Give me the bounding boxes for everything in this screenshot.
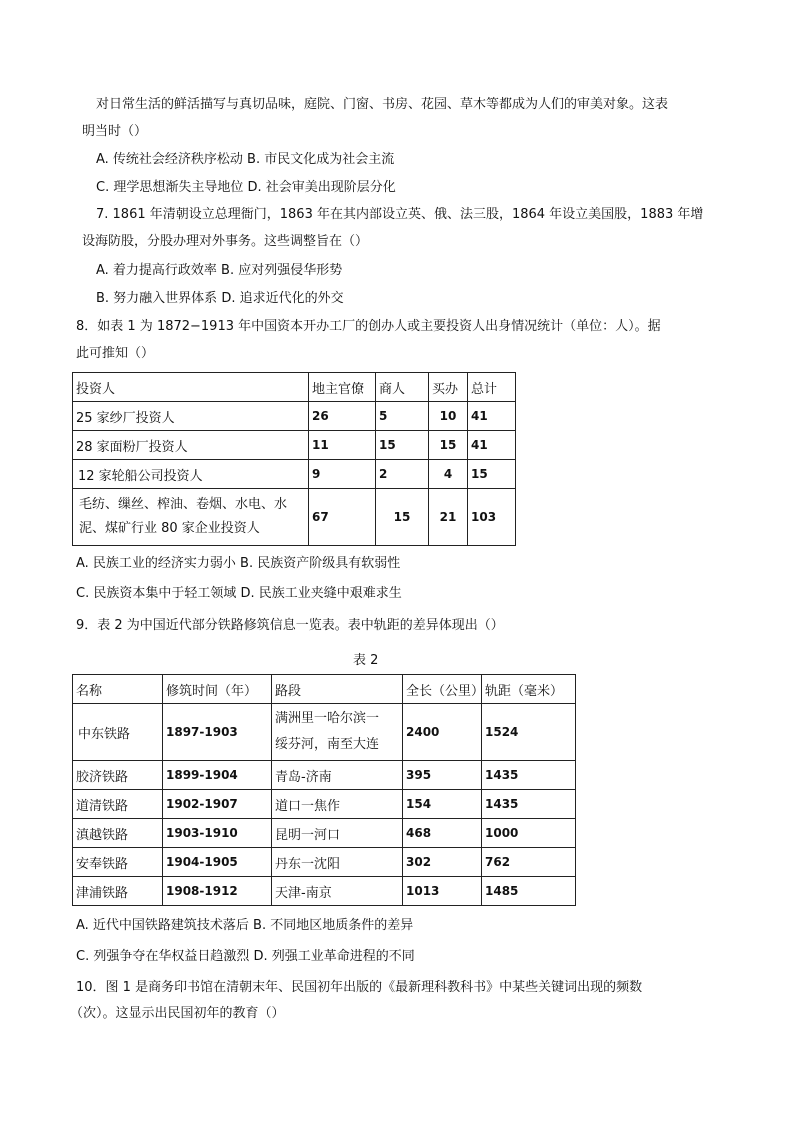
table-row bbox=[73, 790, 576, 819]
cell-text-line: 毛纺、缫丝、榨油、卷烟、水电、水 bbox=[79, 497, 288, 512]
table-cell: 安奉铁路 bbox=[73, 848, 163, 877]
table-header-cell: 地主官僚 bbox=[309, 373, 376, 402]
table-row bbox=[73, 402, 516, 431]
q7-options-cd: B. 努力融入世界体系 D. 追求近代化的外交 bbox=[96, 291, 344, 306]
table-cell: 21 bbox=[429, 489, 468, 546]
table-cell bbox=[73, 489, 309, 546]
table-row bbox=[73, 761, 576, 790]
table-cell: 1000 bbox=[482, 819, 576, 848]
cell-text-line: 满洲里一哈尔滨一 bbox=[275, 711, 380, 726]
table-cell bbox=[272, 704, 403, 761]
table-cell: 1903-1910 bbox=[163, 819, 272, 848]
table-row bbox=[73, 819, 576, 848]
table-cell: 762 bbox=[482, 848, 576, 877]
table-cell: 468 bbox=[403, 819, 482, 848]
q9-options-cd: C. 列强争夺在华权益日趋激烈 D. 列强工业革命进程的不同 bbox=[76, 949, 415, 964]
table-cell: 103 bbox=[468, 489, 516, 546]
table-cell: 1899-1904 bbox=[163, 761, 272, 790]
table-cell: 154 bbox=[403, 790, 482, 819]
table-cell: 26 bbox=[309, 402, 376, 431]
table-cell: 15 bbox=[376, 431, 429, 460]
table-cell: 5 bbox=[376, 402, 429, 431]
table-row bbox=[73, 431, 516, 460]
table-header-cell: 路段 bbox=[272, 675, 403, 704]
table-cell: 1908-1912 bbox=[163, 877, 272, 906]
table-header-cell: 轨距（毫米） bbox=[482, 675, 576, 704]
q6-options-ab: A. 传统社会经济秩序松动 B. 市民文化成为社会主流 bbox=[96, 152, 395, 167]
table-row bbox=[73, 704, 576, 761]
table-row bbox=[73, 848, 576, 877]
q8-options-ab: A. 民族工业的经济实力弱小 B. 民族资产阶级具有软弱性 bbox=[76, 556, 401, 571]
table-header-cell: 总计 bbox=[468, 373, 516, 402]
table-cell: 395 bbox=[403, 761, 482, 790]
table-cell: 中东铁路 bbox=[73, 704, 163, 761]
table-header-cell: 买办 bbox=[429, 373, 468, 402]
table-2-caption: 表 2 bbox=[353, 653, 379, 668]
table-header-cell: 投资人 bbox=[73, 373, 309, 402]
table-row bbox=[73, 877, 576, 906]
table-cell: 1013 bbox=[403, 877, 482, 906]
table-row bbox=[73, 489, 516, 546]
table-cell: 9 bbox=[309, 460, 376, 489]
table-cell: 青岛-济南 bbox=[272, 761, 403, 790]
cell-text-line: 泥、煤矿行业 80 家企业投资人 bbox=[79, 521, 260, 536]
table-header-row bbox=[73, 373, 516, 402]
q6-options-cd: C. 理学思想渐失主导地位 D. 社会审美出现阶层分化 bbox=[96, 180, 396, 195]
table-header-cell: 修筑时间（年） bbox=[163, 675, 272, 704]
table-cell: 1902-1907 bbox=[163, 790, 272, 819]
table-2-railways bbox=[72, 674, 576, 906]
table-cell: 1904-1905 bbox=[163, 848, 272, 877]
table-cell: 2 bbox=[376, 460, 429, 489]
table-cell: 4 bbox=[429, 460, 468, 489]
table-row bbox=[73, 460, 516, 489]
table-cell: 302 bbox=[403, 848, 482, 877]
table-cell: 2400 bbox=[403, 704, 482, 761]
q6-stem-line1: 对日常生活的鲜活描写与真切品味，庭院、门窗、书房、花园、草木等都成为人们的审美对象。这表 bbox=[96, 97, 669, 112]
q7-options-ab: A. 着力提高行政效率 B. 应对列强侵华形势 bbox=[96, 263, 343, 278]
table-cell: 11 bbox=[309, 431, 376, 460]
table-cell: 1435 bbox=[482, 761, 576, 790]
table-cell: 道口一焦作 bbox=[272, 790, 403, 819]
table-cell: 15 bbox=[376, 489, 429, 546]
table-header-cell: 商人 bbox=[376, 373, 429, 402]
table-cell: 滇越铁路 bbox=[73, 819, 163, 848]
table-cell: 25 家纱厂投资人 bbox=[73, 402, 309, 431]
table-cell: 28 家面粉厂投资人 bbox=[73, 431, 309, 460]
table-cell: 41 bbox=[468, 431, 516, 460]
table-header-cell: 全长（公里） bbox=[403, 675, 482, 704]
q7-stem-line1: 7. 1861 年清朝设立总理衙门，1863 年在其内部设立英、俄、法三股，1864 年设立美国股，1883 年增 bbox=[96, 207, 704, 222]
table-cell: 10 bbox=[429, 402, 468, 431]
table-cell: 天津-南京 bbox=[272, 877, 403, 906]
q8-stem-line1: 8．如表 1 为 1872−1913 年中国资本开办工厂的创办人或主要投资人出身情况统计（单位：人）。据 bbox=[76, 319, 661, 334]
q8-options-cd: C. 民族资本集中于轻工领域 D. 民族工业夹缝中艰难求生 bbox=[76, 586, 402, 601]
table-cell: 12 家轮船公司投资人 bbox=[73, 460, 309, 489]
table-1-investors bbox=[72, 372, 516, 546]
q6-stem-line2: 明当时（） bbox=[82, 124, 148, 139]
table-cell: 15 bbox=[429, 431, 468, 460]
cell-text-line: 绥芬河，南至大连 bbox=[275, 737, 380, 752]
table-cell: 1524 bbox=[482, 704, 576, 761]
table-cell: 1897-1903 bbox=[163, 704, 272, 761]
q10-stem-line1: 10．图 1 是商务印书馆在清朝末年、民国初年出版的《最新理科教科书》中某些关键词出现的频数 bbox=[76, 980, 643, 995]
table-cell: 道清铁路 bbox=[73, 790, 163, 819]
q7-stem-line2: 设海防股，分股办理对外事务。这些调整旨在（） bbox=[82, 234, 369, 249]
q8-stem-line2: 此可推知（） bbox=[76, 346, 155, 361]
q9-options-ab: A. 近代中国铁路建筑技术落后 B. 不同地区地质条件的差异 bbox=[76, 918, 414, 933]
table-cell: 昆明一河口 bbox=[272, 819, 403, 848]
table-header-cell: 名称 bbox=[73, 675, 163, 704]
table-cell: 丹东一沈阳 bbox=[272, 848, 403, 877]
table-cell: 15 bbox=[468, 460, 516, 489]
table-cell: 67 bbox=[309, 489, 376, 546]
table-cell: 津浦铁路 bbox=[73, 877, 163, 906]
q10-stem-line2: （次）。这显示出民国初年的教育（） bbox=[70, 1006, 285, 1021]
q9-stem: 9．表 2 为中国近代部分铁路修筑信息一览表。表中轨距的差异体现出（） bbox=[76, 618, 504, 633]
table-header-row bbox=[73, 675, 576, 704]
table-cell: 1435 bbox=[482, 790, 576, 819]
table-cell: 胶济铁路 bbox=[73, 761, 163, 790]
table-cell: 1485 bbox=[482, 877, 576, 906]
table-cell: 41 bbox=[468, 402, 516, 431]
